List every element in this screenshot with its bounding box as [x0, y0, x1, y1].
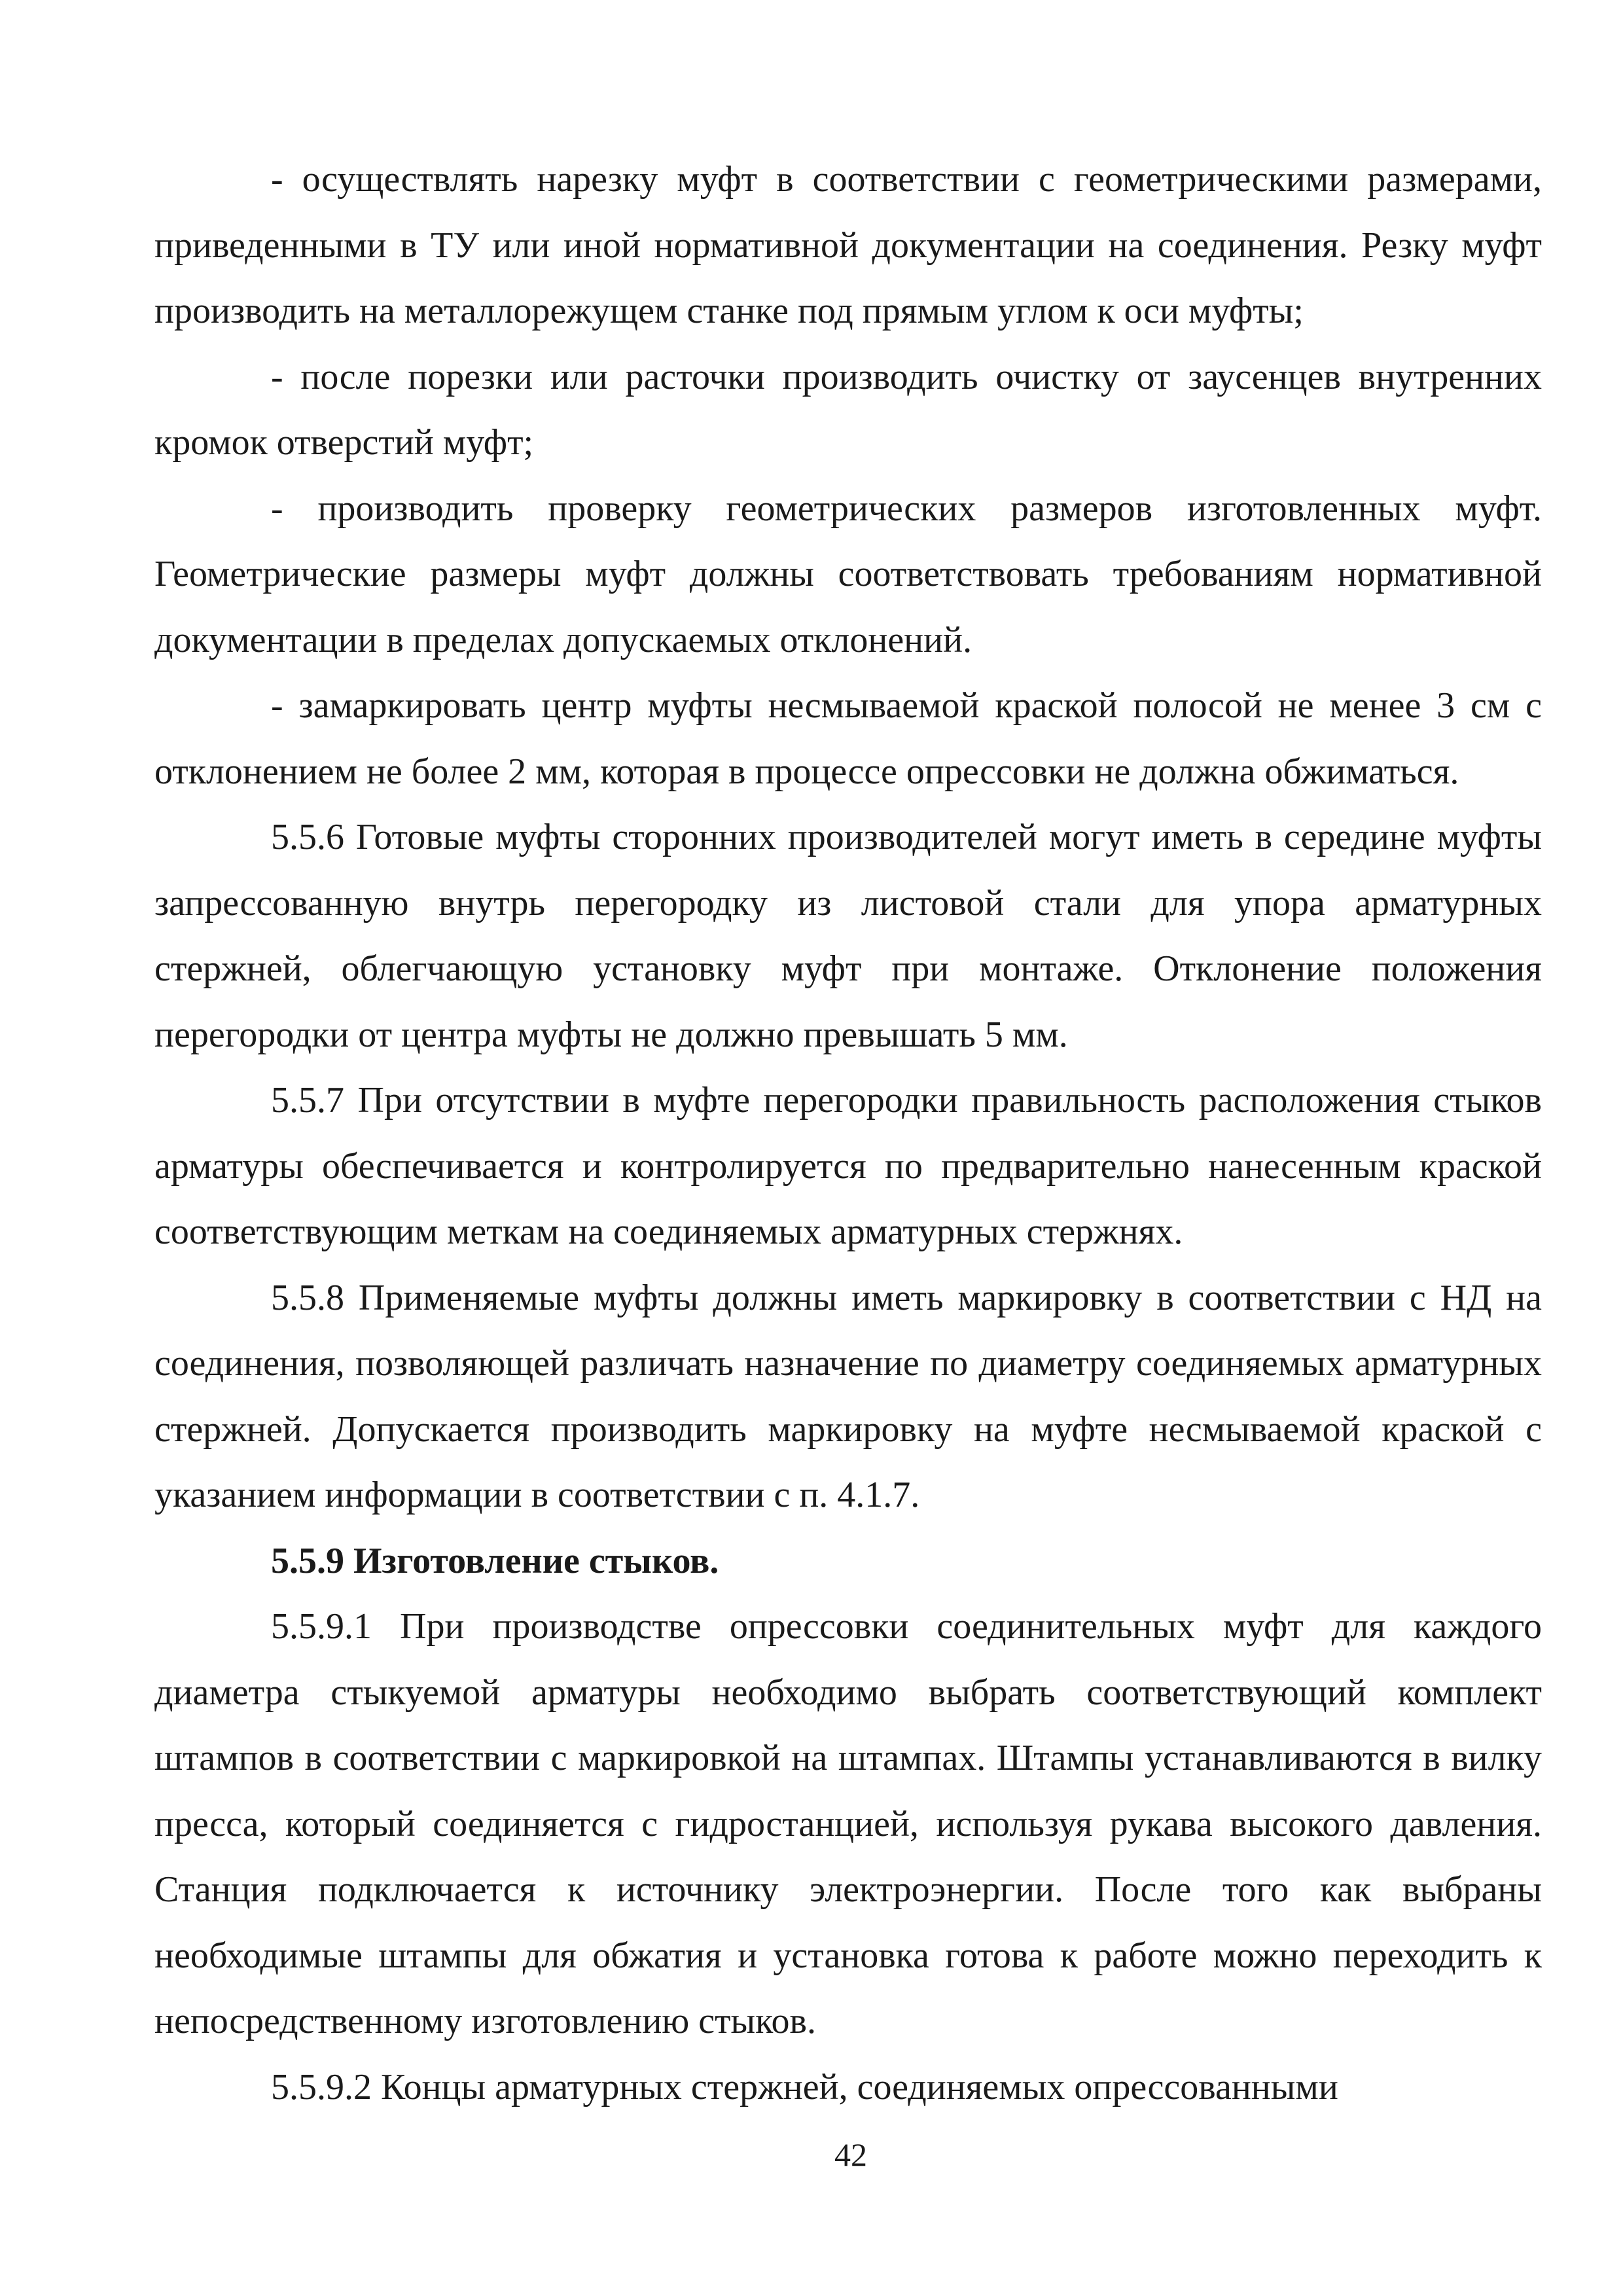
list-item-geometry-check: - производить проверку геометрических размеров изготовленных муфт. Геометрические размеры муфт должны соответствовать требованиям нормативной документации в пределах допускаемых отклонений. — [154, 488, 1542, 660]
paragraph-5-5-9-2: 5.5.9.2 Концы арматурных стержней, соединяемых опрессованными — [271, 2066, 1338, 2108]
paragraph-5-5-6: 5.5.6 Готовые муфты сторонних производителей могут иметь в середине муфты запрессованную внутрь перегородку из листовой стали для упора арматурных стержней, облегчающую установку муфт при монтаже. Отклонение положения перегородки от центра муфты не должно превышать 5 мм. — [154, 817, 1542, 1055]
paragraph-5-5-8: 5.5.8 Применяемые муфты должны иметь маркировку в соответствии с НД на соединения, позволяющей различать назначение по диаметру соединяемых арматурных стержней. Допускается производить маркировку на муфте несмываемой краской с указанием информации в соответствии с п. 4.1.7. — [154, 1277, 1542, 1515]
list-item-threading: - осуществлять нарезку муфт в соответствии с геометрическими размерами, приведенными в ТУ или иной нормативной документации на соединения. Резку муфт производить на металлорежущем станке под прямым углом к оси муфты; — [154, 159, 1542, 331]
page-number: 42 — [834, 2136, 867, 2173]
paragraph-5-5-7: 5.5.7 При отсутствии в муфте перегородки правильность расположения стыков арматуры обеспечивается и контролируется по предварительно нанесенным краской соответствующим меткам на соединяемых арматурных стержнях. — [154, 1080, 1542, 1252]
document-body — [154, 147, 1542, 2120]
paragraph-5-5-9-1: 5.5.9.1 При производстве опрессовки соединительных муфт для каждого диаметра стыкуемой арматуры необходимо выбрать соответствующий комплект штампов в соответствии с маркировкой на штампах. Штампы устанавливаются в вилку пресса, который соединяется с гидростанцией, используя рукава высокого давления. Станция подключается к источнику электроэнергии. После того как выбраны необходимые штампы для обжатия и установка готова к работе можно переходить к непосредственному изготовлению стыков. — [154, 1606, 1542, 2041]
list-item-center-marking: - замаркировать центр муфты несмываемой краской полосой не менее 3 см с отклонением не более 2 мм, которая в процессе опрессовки не должна обжиматься. — [154, 685, 1542, 792]
section-heading-5-5-9: 5.5.9 Изготовление стыков. — [271, 1540, 719, 1581]
list-item-deburring: - после порезки или расточки производить очистку от заусенцев внутренних кромок отверстий муфт; — [154, 356, 1542, 463]
